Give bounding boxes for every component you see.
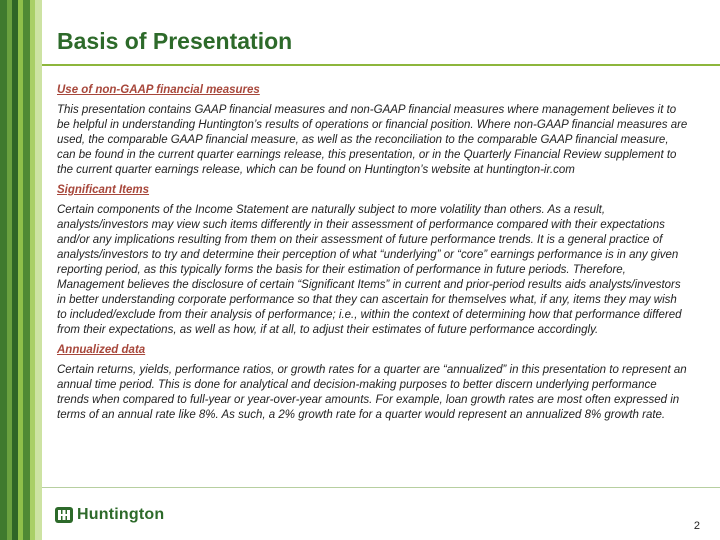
left-decorative-stripes — [0, 0, 42, 540]
footer-divider — [42, 487, 720, 488]
section-body-annualized-data: Certain returns, yields, performance ratios, or growth rates for a quarter are “annualized” in this presentation to represent an annual time period. This is done for analytical and decision-making purposes to better discern underlying performance trends when compared to full-year or year-over-year amounts. For example, loan growth rates are most often expressed in terms of an annual rate like 8%. As such, a 2% growth rate for a quarter would represent an annualized 8% growth rate. — [57, 364, 687, 421]
section-heading-significant-items: Significant Items — [57, 184, 150, 196]
section-body-significant-items: Certain components of the Income Statement are naturally subject to more volatility than others. As a result, analysts/investors may view such items differently in their assessment of performance compared with their expectations and/or any implications resulting from them on their assessment of future performance trends. It is a general practice of analysts/investors to try and determine their perception of what “underlying” or “core” earnings performance is in any given reporting period, as this typically forms the basis for their estimation of performance in future periods. Therefore, Management believes the disclosure of certain “Significant Items” in current and prior-period results aids analysts/investors in better understanding corporate performance so that they can ascertain for themselves what, if any, items they may wish to included/exclude from their analysis of performance; i.e., within the context of determining how that performance differed from their expectations, as well as how, if at all, to adjust their estimates of future performance accordingly. — [57, 204, 682, 336]
huntington-logo-icon — [55, 506, 73, 524]
section-heading-annualized-data: Annualized data — [57, 344, 146, 356]
page-number: 2 — [693, 520, 700, 532]
page-title: Basis of Presentation — [57, 28, 293, 54]
huntington-logo-text: Huntington — [77, 506, 165, 523]
title-divider — [42, 64, 720, 66]
content-body — [57, 83, 689, 428]
section-heading-non-gaap: Use of non-GAAP financial measures — [57, 84, 260, 96]
section-body-non-gaap: This presentation contains GAAP financial measures and non-GAAP financial measures where management believes it to be helpful in understanding Huntington’s results of operations or financial position. Where non-GAAP financial measures are used, the comparable GAAP financial measure, as well as the reconciliation to the comparable GAAP financial measure, can be found in the current quarter earnings release, this presentation, or in the Quarterly Financial Review supplement to the current quarter earnings release, which can be found on Huntington’s website at huntington-ir.com — [57, 104, 688, 176]
huntington-logo — [55, 503, 164, 527]
